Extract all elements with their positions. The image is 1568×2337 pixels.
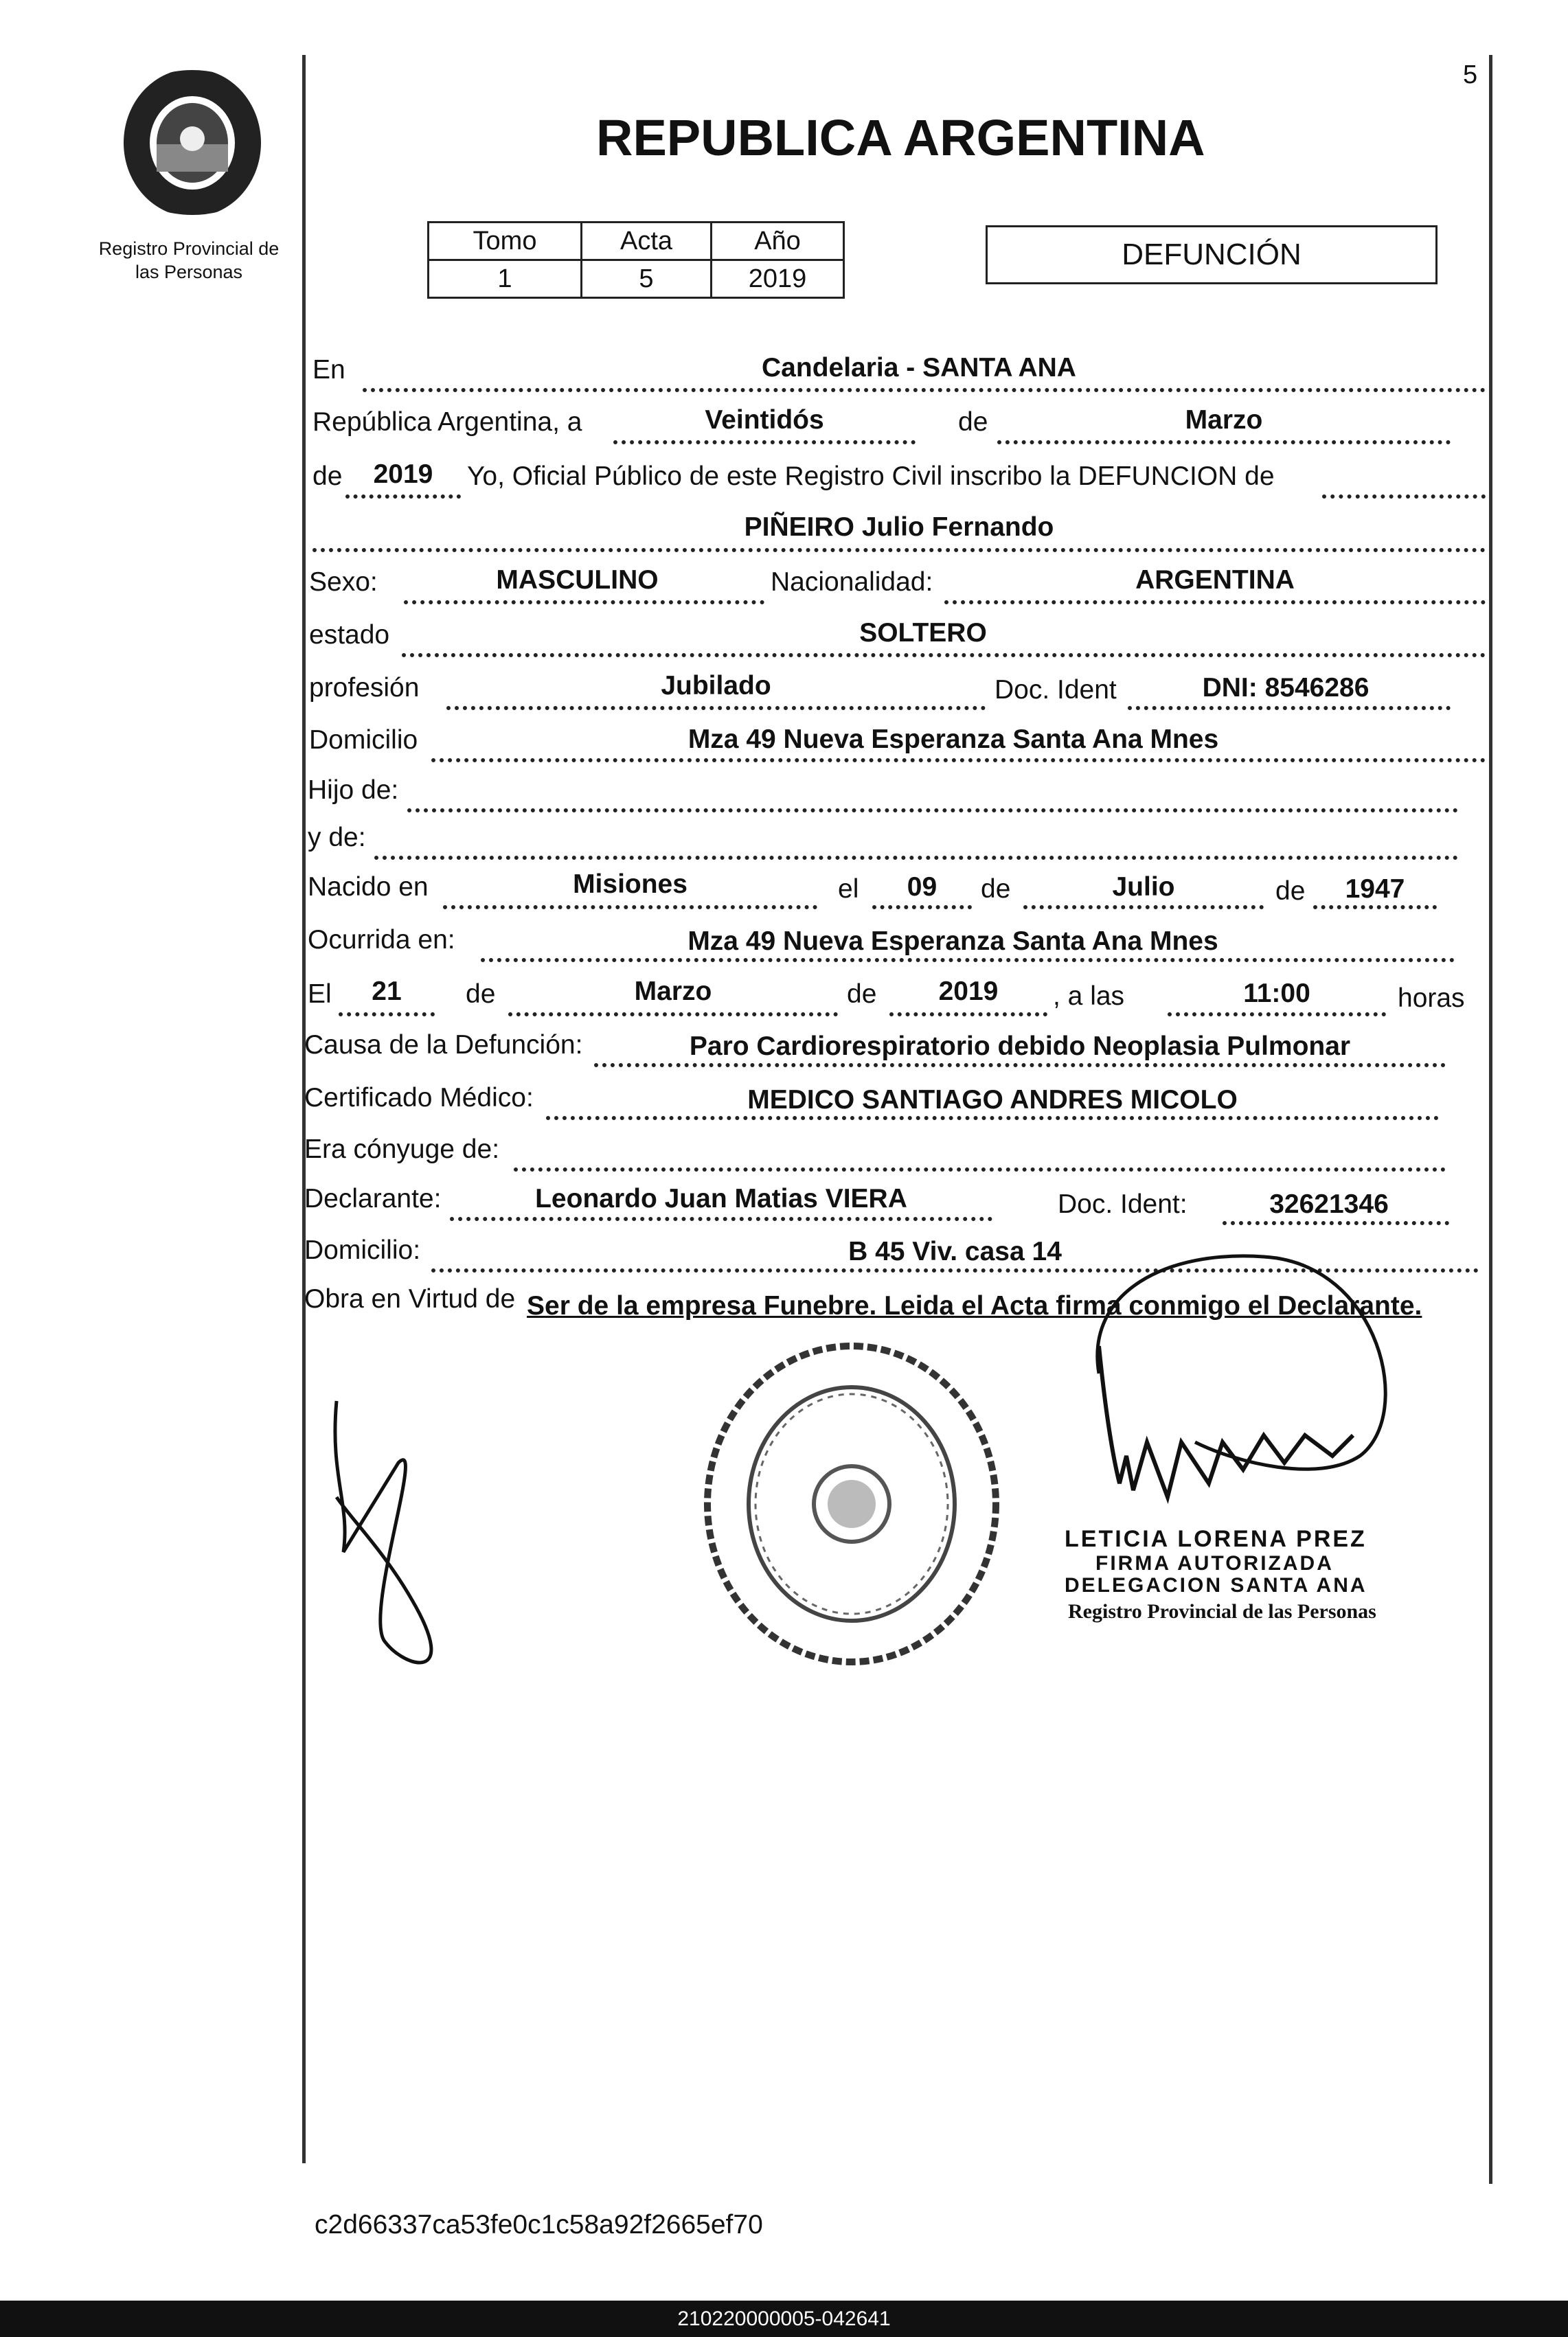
certificado-value: MEDICO SANTIAGO ANDRES MICOLO: [747, 1085, 1238, 1115]
dotted-line: [613, 440, 916, 444]
birth-year-value: 1947: [1345, 874, 1405, 904]
yo-text: Yo, Oficial Público de este Registro Civil inscribo la DEFUNCION de: [467, 461, 1275, 491]
death-time-value: 11:00: [1243, 979, 1310, 1008]
page-title: REPUBLICA ARGENTINA: [596, 109, 1205, 166]
dotted-line: [1223, 1221, 1449, 1225]
ocurrida-value: Mza 49 Nueva Esperanza Santa Ana Mnes: [688, 926, 1218, 956]
dotted-line: [313, 548, 1486, 552]
stamp-line2: FIRMA AUTORIZADA: [1095, 1552, 1334, 1575]
obra-value: Ser de la empresa Funebre. Leida el Acta firma conmigo el Declarante.: [527, 1291, 1422, 1321]
dotted-line: [594, 1063, 1446, 1067]
month-value: Marzo: [1185, 405, 1263, 435]
birth-month-value: Julio: [1112, 872, 1175, 902]
hijo-label: Hijo de:: [308, 775, 399, 805]
dotted-line: [407, 808, 1458, 812]
horas-label: horas: [1398, 983, 1465, 1013]
right-border-line: [1489, 55, 1492, 2184]
dotted-line: [1023, 905, 1264, 909]
de4-label: de: [1275, 876, 1306, 906]
de3-label: de: [981, 874, 1011, 904]
officer-signature: [323, 1394, 488, 1683]
dotted-line: [997, 440, 1451, 444]
el-label: el: [838, 874, 859, 904]
declarante-label: Declarante:: [304, 1184, 442, 1213]
declarante-value: Leonardo Juan Matias VIERA: [535, 1184, 907, 1213]
acta-header: Acta: [582, 223, 712, 260]
en-value: Candelaria - SANTA ANA: [762, 353, 1076, 383]
tomo-header: Tomo: [429, 223, 582, 260]
dotted-line: [1168, 1012, 1386, 1016]
dotted-line: [546, 1116, 1439, 1120]
dotted-line: [944, 600, 1486, 604]
registry-caption-line1: Registro Provincial de: [98, 238, 280, 259]
sexo-label: Sexo:: [309, 567, 378, 597]
profesion-label: profesión: [309, 673, 420, 703]
dotted-line: [1313, 905, 1437, 909]
acta-value: 5: [582, 260, 712, 298]
el2-label: El: [308, 979, 332, 1009]
alas-label: , a las: [1053, 981, 1125, 1011]
domicilio-value: Mza 49 Nueva Esperanza Santa Ana Mnes: [688, 725, 1219, 754]
dotted-line: [402, 653, 1486, 657]
stamp-line4: Registro Provincial de las Personas: [1068, 1600, 1376, 1623]
certificado-label: Certificado Médico:: [304, 1083, 534, 1113]
de-label: de: [958, 407, 988, 437]
doc-ident-label: Doc. Ident: [995, 675, 1117, 705]
deceased-name-value: PIÑEIRO Julio Fernando: [744, 512, 1054, 542]
record-type-box: DEFUNCIÓN: [986, 225, 1438, 284]
dotted-line: [450, 1217, 992, 1221]
province-seal-logo: [117, 62, 268, 220]
ano-value: 2019: [712, 260, 844, 298]
profesion-value: Jubilado: [661, 671, 771, 700]
death-day-value: 21: [372, 977, 402, 1006]
year-value: 2019: [373, 459, 433, 489]
dotted-line: [345, 494, 461, 499]
doc2-label: Doc. Ident:: [1058, 1189, 1188, 1219]
table-header-row: [429, 223, 844, 260]
dotted-line: [431, 758, 1486, 762]
sexo-value: MASCULINO: [496, 565, 659, 595]
estado-label: estado: [309, 620, 390, 650]
death-year-value: 2019: [938, 977, 999, 1006]
registry-caption: [82, 237, 295, 284]
doc2-value: 32621346: [1269, 1189, 1389, 1219]
table-value-row: [429, 260, 844, 298]
causa-label: Causa de la Defunción:: [304, 1030, 583, 1060]
birth-day-value: 09: [907, 872, 938, 902]
dotted-line: [363, 388, 1486, 392]
republica-label: República Argentina, a: [313, 407, 582, 437]
dotted-line: [514, 1167, 1446, 1172]
estado-value: SOLTERO: [859, 618, 987, 648]
ano-header: Año: [712, 223, 844, 260]
dotted-line: [1322, 494, 1486, 499]
dotted-line: [481, 958, 1455, 962]
yde-label: y de:: [308, 823, 366, 852]
en-label: En: [313, 355, 345, 385]
dotted-line: [374, 856, 1458, 860]
domicilio2-value: B 45 Viv. casa 14: [848, 1237, 1062, 1266]
tomo-acta-ano-table: [427, 221, 845, 299]
de2-label: de: [313, 461, 343, 491]
document-hash: c2d66337ca53fe0c1c58a92f2665ef70: [315, 2210, 763, 2239]
official-seal-stamp: [694, 1336, 1010, 1672]
obra-label: Obra en Virtud de: [304, 1284, 516, 1314]
ocurrida-label: Ocurrida en:: [308, 925, 455, 955]
nacionalidad-label: Nacionalidad:: [771, 567, 933, 597]
dotted-line: [508, 1012, 838, 1016]
tomo-value: 1: [429, 260, 582, 298]
dotted-line: [339, 1012, 435, 1016]
nacido-label: Nacido en: [308, 872, 429, 902]
nacido-value: Misiones: [573, 869, 688, 899]
stamp-line1: LETICIA LORENA PREZ: [1065, 1526, 1367, 1552]
dotted-line: [889, 1012, 1047, 1016]
day-value: Veintidós: [705, 405, 824, 435]
domicilio-label: Domicilio: [309, 725, 418, 755]
death-month-value: Marzo: [634, 977, 712, 1006]
page-number: 5: [1463, 60, 1478, 89]
dotted-line: [443, 905, 817, 909]
dotted-line: [872, 905, 972, 909]
dotted-line: [446, 706, 986, 710]
doc-ident-value: DNI: 8546286: [1202, 673, 1370, 703]
causa-value: Paro Cardiorespiratorio debido Neoplasia Pulmonar: [689, 1031, 1351, 1061]
dotted-line: [1128, 706, 1451, 710]
nacionalidad-value: ARGENTINA: [1135, 565, 1295, 595]
barcode-number: 210220000005-042641: [677, 2307, 891, 2330]
domicilio2-label: Domicilio:: [304, 1235, 421, 1265]
conyuge-label: Era cónyuge de:: [304, 1135, 500, 1164]
de5-label: de: [466, 979, 496, 1009]
de6-label: de: [847, 979, 877, 1009]
dotted-line: [404, 600, 764, 604]
stamp-line3: DELEGACION SANTA ANA: [1065, 1574, 1367, 1597]
registry-caption-line2: las Personas: [135, 262, 243, 282]
